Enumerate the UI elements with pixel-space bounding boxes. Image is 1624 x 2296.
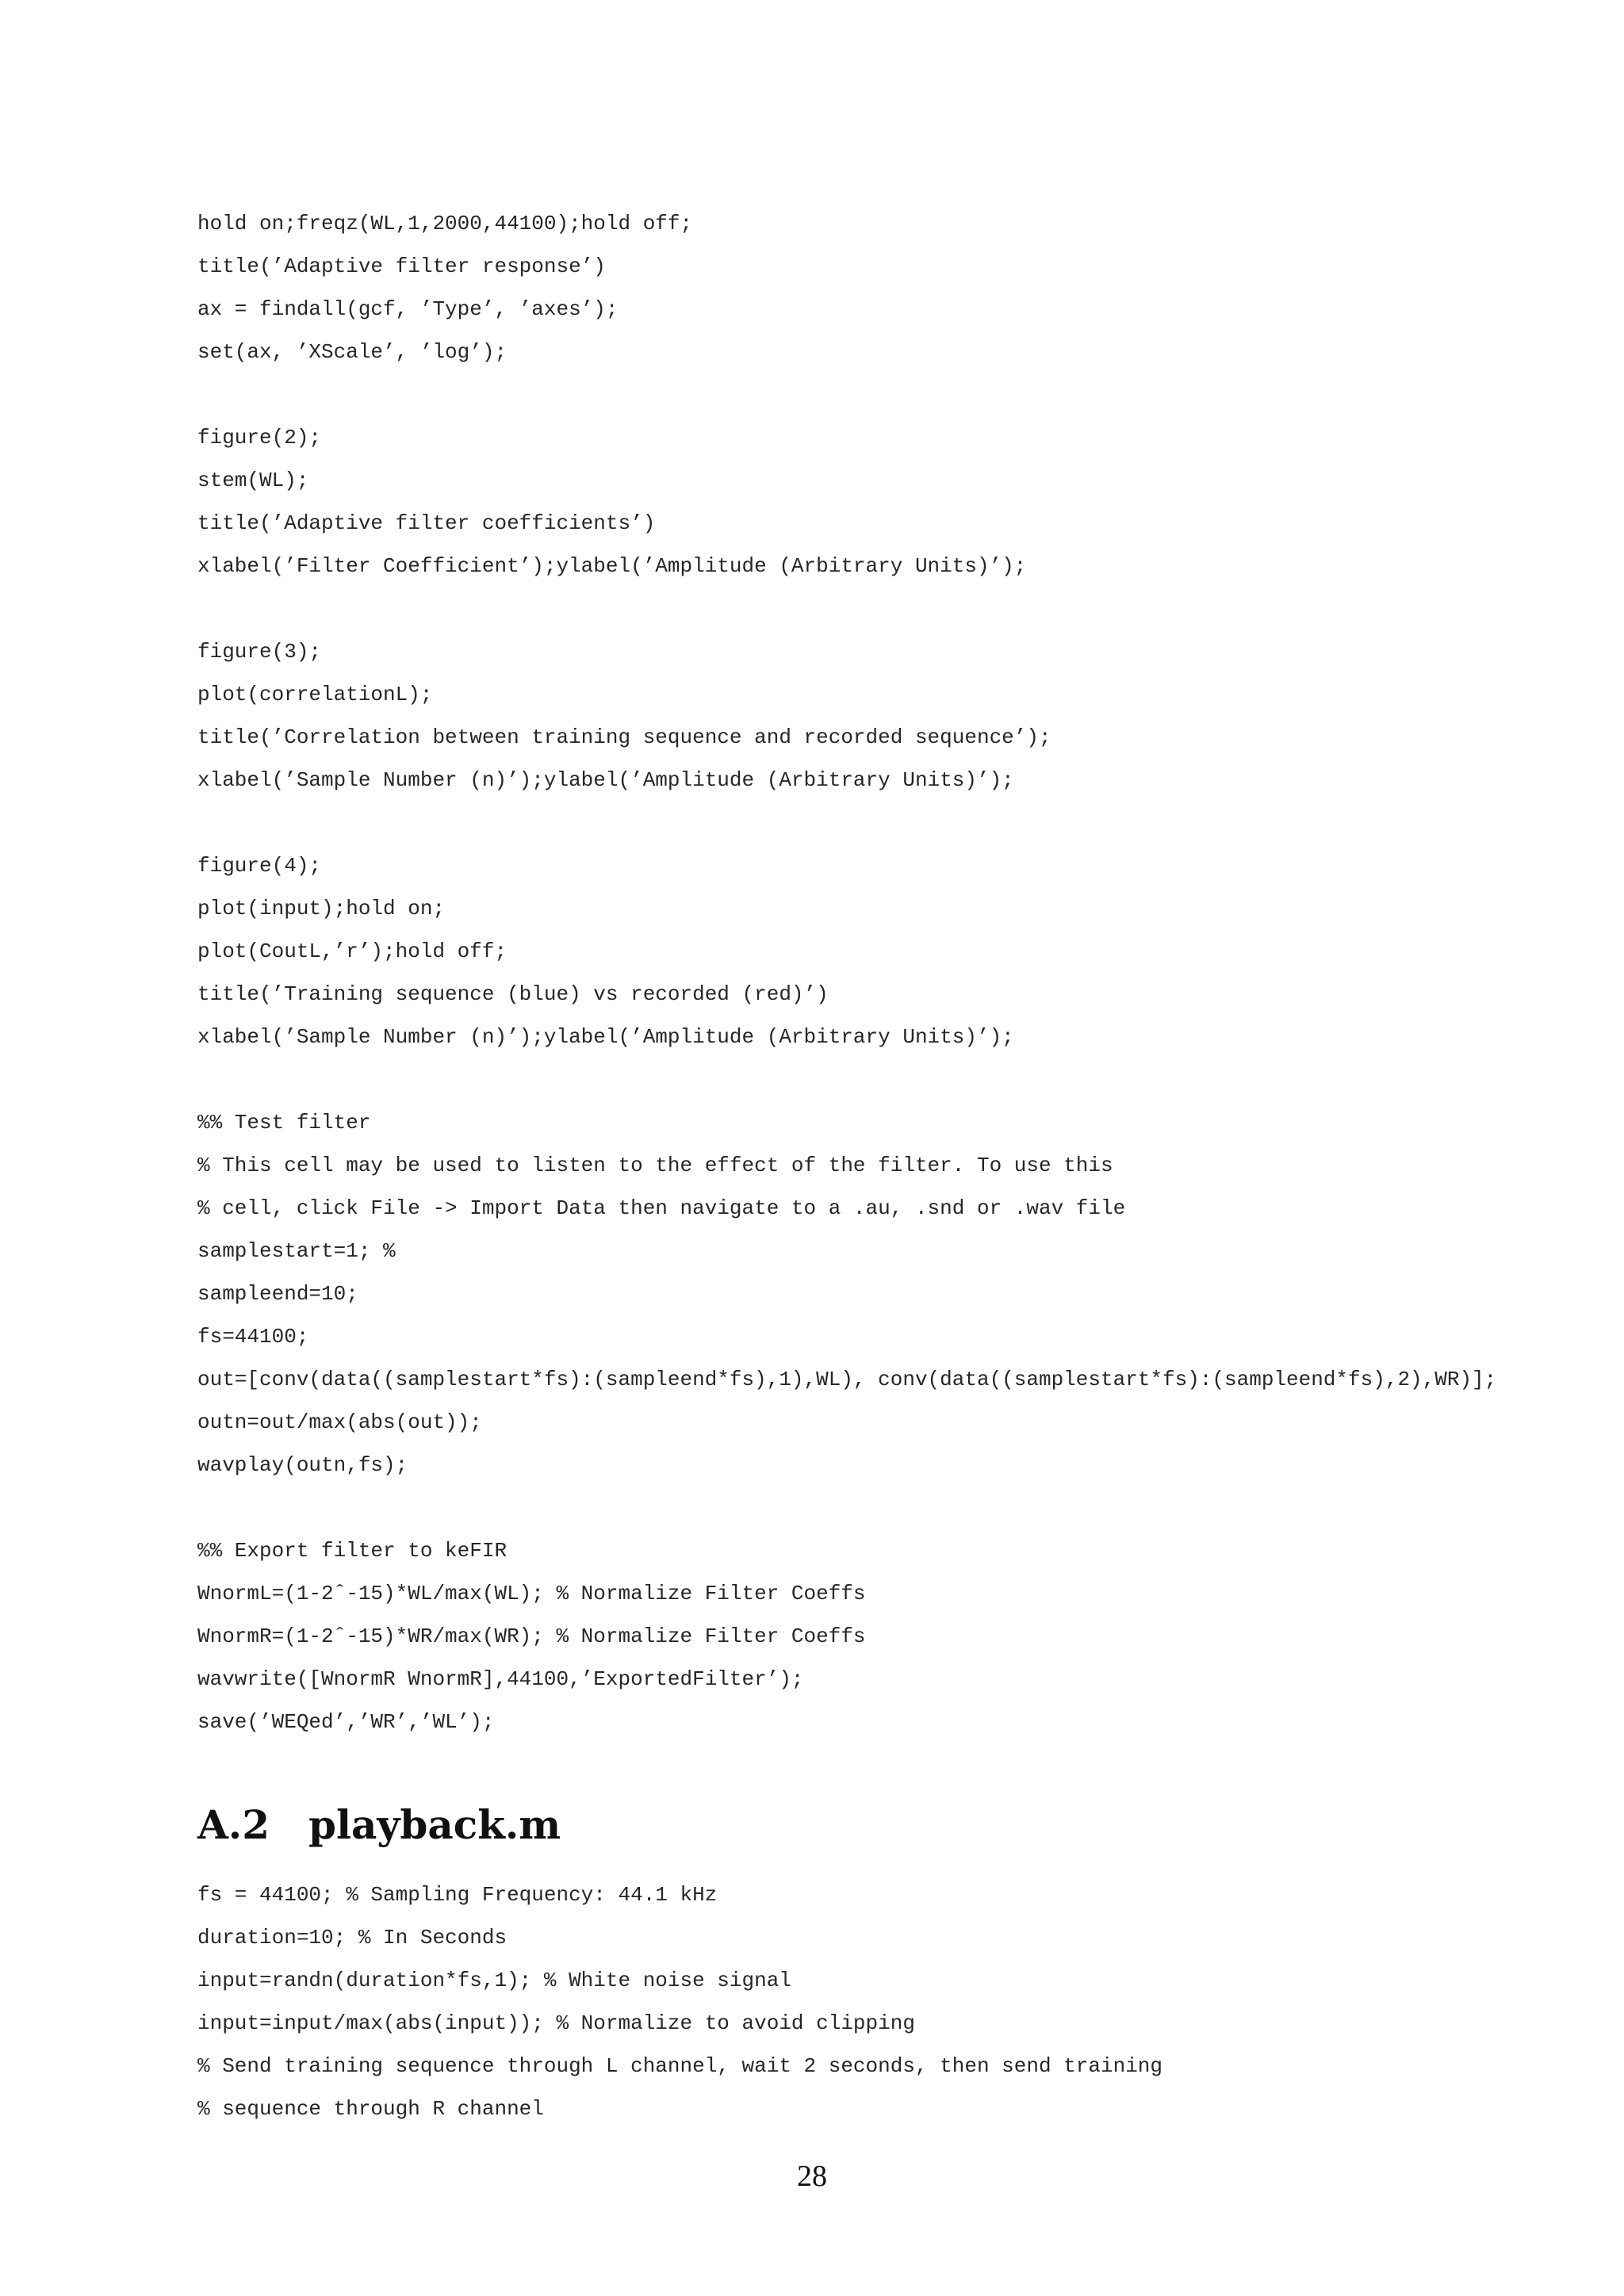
code-line: fs=44100; xyxy=(197,1325,309,1349)
code-comment-line: % cell, click File -> Import Data then navigate to a .au, .snd or .wav file xyxy=(197,1196,1126,1220)
code-line: xlabel(’Filter Coefficient’);ylabel(’Amplitude (Arbitrary Units)’); xyxy=(197,554,1027,578)
code-line-blank xyxy=(197,1487,1496,1529)
code-line: fs = 44100; % Sampling Frequency: 44.1 kHz xyxy=(197,1883,718,1907)
code-line: xlabel(’Sample Number (n)’);ylabel(’Amplitude (Arbitrary Units)’); xyxy=(197,768,1014,792)
code-line: outn=out/max(abs(out)); xyxy=(197,1410,482,1434)
code-line: stem(WL); xyxy=(197,469,309,492)
code-comment-line: %% Test filter xyxy=(197,1111,371,1135)
code-line: out=[conv(data((samplestart*fs):(sampleend*fs),1),WL), conv(data((samplestart*fs):(sampleend*fs),2),WR)]; xyxy=(197,1368,1497,1391)
code-line: hold on;freqz(WL,1,2000,44100);hold off; xyxy=(197,212,693,235)
code-line: WnormR=(1-2ˆ-15)*WR/max(WR); % Normalize Filter Coeffs xyxy=(197,1624,866,1648)
code-line: plot(input);hold on; xyxy=(197,897,446,920)
code-line: set(ax, ’XScale’, ’log’); xyxy=(197,340,508,364)
code-line: figure(3); xyxy=(197,640,322,664)
code-line: input=randn(duration*fs,1); % White noise signal xyxy=(197,1969,791,1992)
section-title: playback.m xyxy=(308,1801,561,1848)
code-line: WnormL=(1-2ˆ-15)*WL/max(WL); % Normalize Filter Coeffs xyxy=(197,1582,866,1605)
code-line: save(’WEQed’,’WR’,’WL’); xyxy=(197,1710,495,1734)
code-comment-line: % sequence through R channel xyxy=(197,2097,544,2121)
page-number: 28 xyxy=(797,2160,827,2193)
code-line: figure(4); xyxy=(197,854,322,878)
code-line-blank xyxy=(197,802,1496,844)
code-line: ax = findall(gcf, ’Type’, ’axes’); xyxy=(197,297,619,321)
code-line: title(’Training sequence (blue) vs recorded (red)’) xyxy=(197,982,829,1006)
section-number: A.2 xyxy=(197,1801,270,1848)
code-comment-line: %% Export filter to keFIR xyxy=(197,1539,508,1563)
code-line: title(’Adaptive filter response’) xyxy=(197,254,606,278)
code-line-blank xyxy=(197,587,1496,630)
code-listing-a1-continued xyxy=(197,202,1496,1743)
code-line: duration=10; % In Seconds xyxy=(197,1926,508,1950)
section-heading xyxy=(197,1793,561,1857)
code-line: plot(CoutL,’r’);hold off; xyxy=(197,939,508,963)
code-line: plot(correlationL); xyxy=(197,683,433,706)
code-listing-playback xyxy=(197,1873,1162,2130)
code-line: title(’Correlation between training sequence and recorded sequence’); xyxy=(197,725,1051,749)
code-comment-line: % This cell may be used to listen to the effect of the filter. To use this xyxy=(197,1154,1113,1177)
code-line: title(’Adaptive filter coefficients’) xyxy=(197,511,656,535)
code-line: input=input/max(abs(input)); % Normalize to avoid clipping xyxy=(197,2011,915,2035)
code-line: xlabel(’Sample Number (n)’);ylabel(’Amplitude (Arbitrary Units)’); xyxy=(197,1025,1014,1049)
code-line: wavplay(outn,fs); xyxy=(197,1453,408,1477)
code-comment-line: % Send training sequence through L channel, wait 2 seconds, then send training xyxy=(197,2054,1162,2078)
code-line: samplestart=1; % xyxy=(197,1239,396,1263)
code-line: figure(2); xyxy=(197,426,322,450)
code-line-blank xyxy=(197,373,1496,416)
code-line-blank xyxy=(197,1058,1496,1101)
code-line: sampleend=10; xyxy=(197,1282,358,1306)
code-line: wavwrite([WnormR WnormR],44100,’ExportedFilter’); xyxy=(197,1667,804,1691)
